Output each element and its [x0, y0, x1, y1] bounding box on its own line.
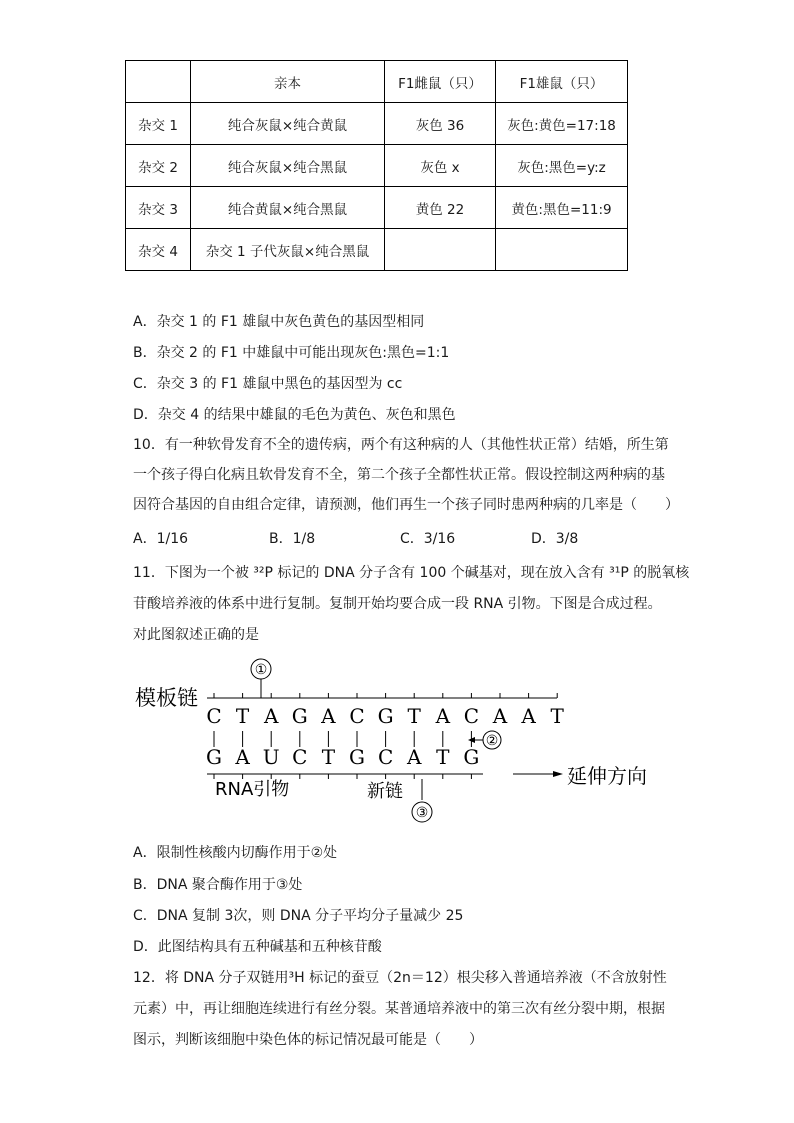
table-cell: 纯合黄鼠×纯合黑鼠 — [191, 187, 385, 229]
new-strand-base: C — [377, 745, 394, 769]
q11-line-3: 对此图叙述正确的是 — [133, 627, 259, 643]
new-strand-base: A — [235, 745, 250, 769]
q9-option-c: C．杂交 3 的 F1 雄鼠中黑色的基因型为 cc — [133, 376, 403, 392]
table-cell: 黄色 22 — [385, 187, 496, 229]
q11-option-a: A．限制性核酸内切酶作用于②处 — [133, 845, 338, 861]
template-base: T — [235, 704, 250, 728]
q12-line-3: 图示，判断该细胞中染色体的标记情况最可能是（ ） — [133, 1032, 483, 1048]
header-cell: 亲本 — [191, 61, 385, 103]
table-cell: 杂交 4 — [126, 229, 191, 271]
template-base: A — [263, 704, 279, 728]
template-base: C — [349, 704, 365, 728]
q10-option-c: C．3/16 — [400, 531, 456, 547]
new-strand-bases — [206, 745, 479, 769]
template-base: A — [521, 704, 536, 728]
table-cell: 黄色:黑色=11:9 — [496, 187, 628, 229]
table-cell: 灰色:黑色=y:z — [496, 145, 628, 187]
rna-primer-label: RNA引物 — [215, 779, 290, 800]
table-cell: 纯合灰鼠×纯合黄鼠 — [191, 103, 385, 145]
table-cell — [496, 229, 628, 271]
direction-label: 延伸方向 — [567, 764, 647, 788]
new-strand-base: T — [436, 745, 450, 769]
template-base: A — [435, 704, 451, 728]
q11-line-1: 11．下图为一个被 ³²P 标记的 DNA 分子含有 100 个碱基对，现在放入含有 ³¹P 的脱氧核 — [133, 565, 690, 581]
q10-line-2: 一个孩子得白化病且软骨发育不全，第二个孩子全都性状正常。假设控制这两种病的基 — [133, 467, 665, 483]
q11-option-d: D．此图结构具有五种碱基和五种核苷酸 — [133, 939, 382, 955]
q9-option-d: D．杂交 4 的结果中雄鼠的毛色为黄色、灰色和黑色 — [133, 407, 456, 423]
table-cell: 杂交 3 — [126, 187, 191, 229]
q12-line-2: 元素）中，再让细胞连续进行有丝分裂。某普通培养液中的第三次有丝分裂中期，根据 — [133, 1001, 665, 1017]
table-cell — [385, 229, 496, 271]
template-strand-bases — [206, 704, 564, 728]
new-strand-base: T — [321, 745, 336, 769]
template-base: G — [377, 704, 394, 728]
table-row — [126, 229, 628, 271]
table-row — [126, 103, 628, 145]
q10-option-a: A．1/16 — [133, 531, 189, 547]
template-strand-ticks — [214, 693, 557, 698]
template-base: G — [291, 704, 308, 728]
template-strand-label: 模板链 — [135, 686, 198, 710]
new-strand-base: A — [406, 745, 422, 769]
new-strand-base: G — [206, 745, 222, 769]
q10-option-d: D．3/8 — [531, 531, 579, 547]
header-cell: F1雄鼠（只） — [496, 61, 628, 103]
header-cell — [126, 61, 191, 103]
q10-line-1: 10．有一种软骨发育不全的遗传病，两个有这种病的人（其他性状正常）结婚，所生第 — [133, 437, 669, 453]
table-cell: 灰色:黄色=17:18 — [496, 103, 628, 145]
cross-table — [125, 60, 628, 271]
header-cell: F1雌鼠（只） — [385, 61, 496, 103]
q10-option-b: B．1/8 — [269, 531, 316, 547]
table-cell: 杂交 1 — [126, 103, 191, 145]
q10-line-3: 因符合基因的自由组合定律，请预测，他们再生一个孩子同时患两种病的几率是（ ） — [133, 497, 679, 513]
q11-option-c: C．DNA 复制 3次，则 DNA 分子平均分子量减少 25 — [133, 908, 464, 924]
table-cell: 灰色 x — [385, 145, 496, 187]
template-base: T — [550, 704, 564, 728]
new-strand-base: U — [262, 745, 280, 769]
table-row — [126, 145, 628, 187]
table-cell: 纯合灰鼠×纯合黑鼠 — [191, 145, 385, 187]
q11-line-2: 苷酸培养液的体系中进行复制。复制开始均要合成一段 RNA 引物。下图是合成过程。 — [133, 596, 662, 612]
mark-2-label: ② — [485, 733, 499, 749]
q12-line-1: 12．将 DNA 分子双链用³H 标记的蚕豆（2n＝12）根尖移入普通培养液（不含放射性 — [133, 970, 667, 986]
template-base: C — [206, 704, 222, 728]
mark-1-label: ① — [254, 662, 268, 678]
table-cell: 杂交 1 子代灰鼠×纯合黑鼠 — [191, 229, 385, 271]
new-strand-base: G — [463, 745, 480, 769]
new-strand-label: 新链 — [367, 781, 403, 802]
template-base: T — [407, 704, 421, 728]
new-strand-base: G — [349, 745, 365, 769]
new-strand-base: C — [292, 745, 308, 769]
template-base: A — [321, 704, 336, 728]
template-base: C — [463, 704, 480, 728]
table-cell: 杂交 2 — [126, 145, 191, 187]
q11-option-b: B．DNA 聚合酶作用于③处 — [133, 877, 303, 893]
table-cell: 灰色 36 — [385, 103, 496, 145]
mark-3-label: ③ — [415, 805, 429, 821]
q9-option-a: A．杂交 1 的 F1 雄鼠中灰色黄色的基因型相同 — [133, 314, 425, 330]
q9-option-b: B．杂交 2 的 F1 中雄鼠中可能出现灰色:黑色=1:1 — [133, 345, 450, 361]
table-row — [126, 187, 628, 229]
dna-replication-diagram — [125, 652, 685, 832]
template-base: A — [492, 704, 508, 728]
table-header-row — [126, 61, 628, 103]
base-pair-bonds — [214, 731, 471, 747]
